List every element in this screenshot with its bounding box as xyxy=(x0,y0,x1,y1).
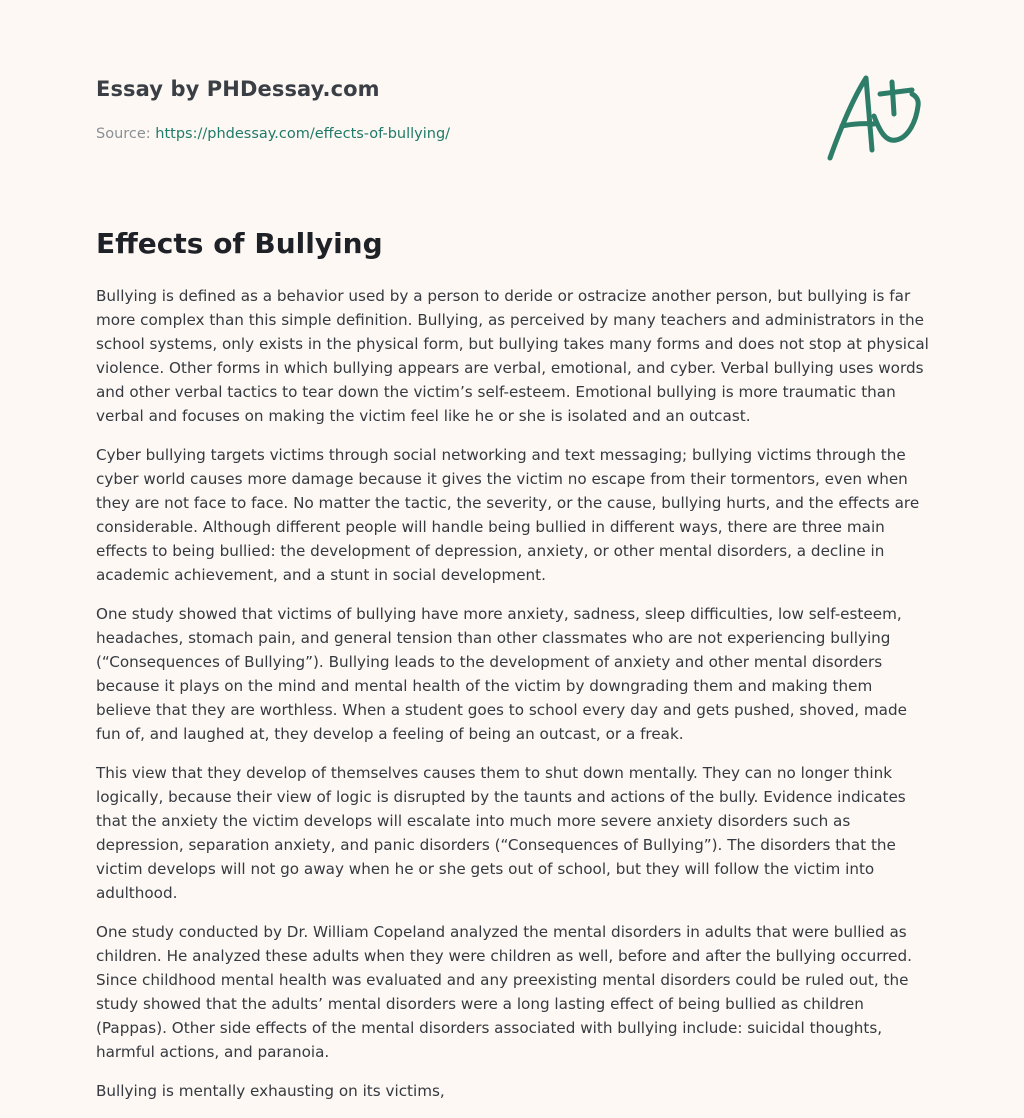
source-label: Source: xyxy=(96,126,156,142)
essay-paragraph: This view that they develop of themselves causes them to shut down mentally. They can no longer think logically, because their view of logic is disrupted by the taunts and actions of the bully. Evidence indicates that the anxiety the victim develops will escalate into much more severe anxiety disorders such as depression, separation anxiety, and panic disorders (“Consequences of Bullying”). The disorders that the victim develops will not go away when he or she gets out of school, but they will follow the victim into adulthood. xyxy=(96,764,906,902)
essay-body xyxy=(96,284,932,1118)
source-line xyxy=(96,124,936,144)
essay-paragraph: One study showed that victims of bullying have more anxiety, sadness, sleep difficulties, low self-esteem, headaches, stomach pain, and general tension than other classmates who are not experiencing bullying (“Consequences of Bullying”). Bullying leads to the development of anxiety and other mental disorders because it plays on the mind and mental health of the victim by downgrading them and making them believe that they are worthless. When a student goes to school every day and gets pushed, shoved, made fun of, and laughed at, they develop a feeling of being an outcast, or a freak. xyxy=(96,605,907,743)
brand-name: Essay by PHDessay.com xyxy=(96,77,380,101)
page-header xyxy=(96,74,936,174)
essay-paragraph: One study conducted by Dr. William Copeland analyzed the mental disorders in adults that were bullied as children. He analyzed these adults when they were children as well, before and after the bullying occurred. Since childhood mental health was evaluated and any preexisting mental disorders could be ruled out, the study showed that the adults’ mental disorders were a long lasting effect of being bullied as children (Pappas). Other side effects of the mental disorders associated with bullying include: suicidal thoughts, harmful actions, and paranoia. xyxy=(96,923,912,1061)
essay-paragraph: Bullying is defined as a behavior used by a person to deride or ostracize another person, but bullying is far more complex than this simple definition. Bullying, as perceived by many teachers and administrators in the school systems, only exists in the physical form, but bullying takes many forms and does not stop at physical violence. Other forms in which bullying appears are verbal, emotional, and cyber. Verbal bullying uses words and other verbal tactics to tear down the victim’s self-esteem. Emotional bullying is more traumatic than verbal and focuses on making the victim feel like he or she is isolated and an outcast. xyxy=(96,287,929,425)
source-link[interactable]: https://phdessay.com/effects-of-bullying/ xyxy=(155,126,451,142)
essay-paragraph: Cyber bullying targets victims through social networking and text messaging; bullying victims through the cyber world causes more damage because it gives the victim no escape from their tormentors, even when they are not face to face. No matter the tactic, the severity, or the cause, bullying hurts, and the effects are considerable. Although different people will handle being bullied in different ways, there are three main effects to being bullied: the development of depression, anxiety, or other mental disorders, a decline in academic achievement, and a stunt in social development. xyxy=(96,446,920,584)
essay-title: Effects of Bullying xyxy=(96,227,383,260)
a-plus-logo-icon xyxy=(822,70,932,165)
essay-paragraph: Bullying is mentally exhausting on its victims, xyxy=(96,1082,445,1100)
